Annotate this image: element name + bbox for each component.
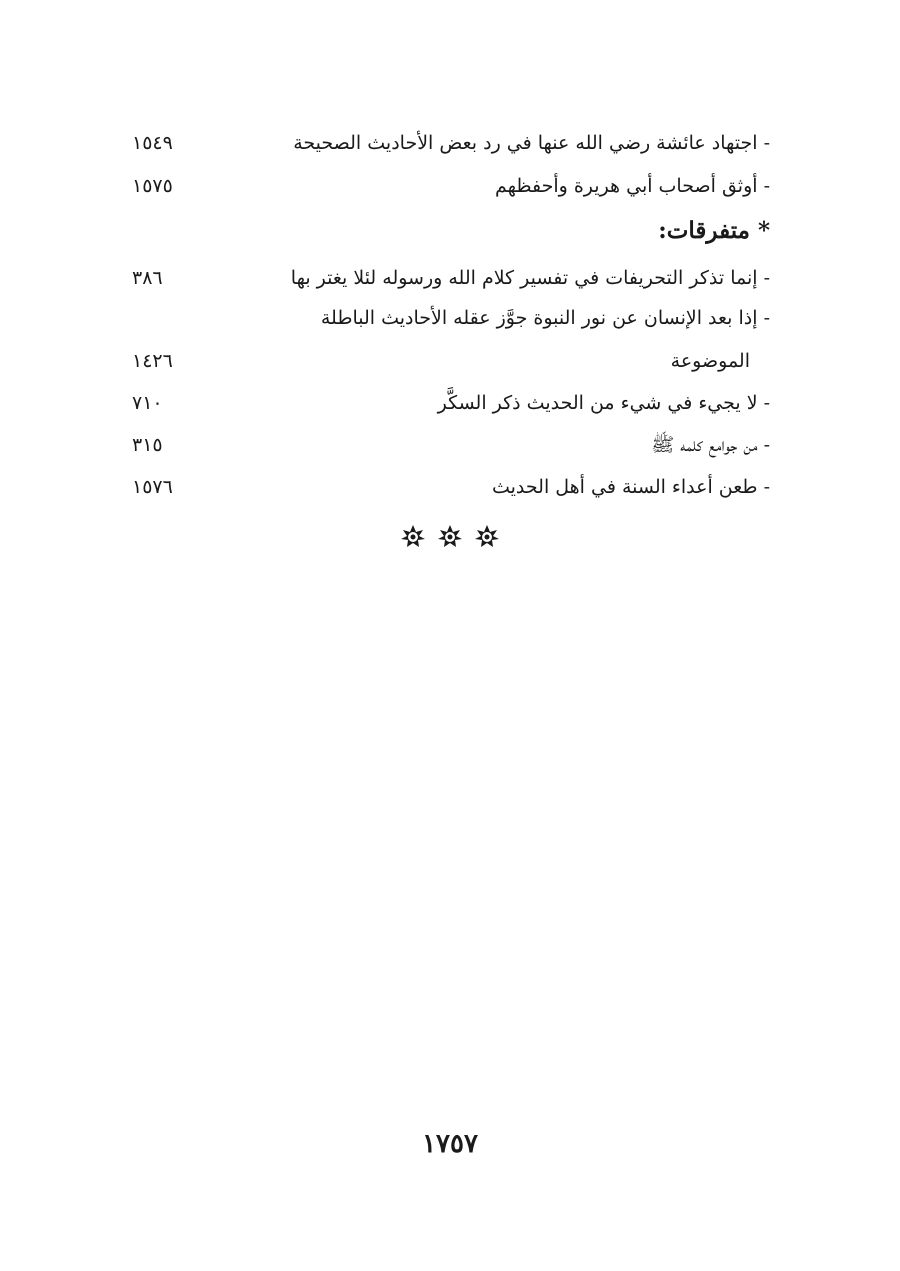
entry-page-number: ١٤٢٦: [132, 350, 173, 372]
entry-text: الموضوعة: [670, 350, 750, 372]
star-flower-icon: [474, 524, 500, 554]
entry-text: - إذا بعد الإنسان عن نور النبوة جوَّز عقله الأحاديث الباطلة: [320, 307, 770, 329]
index-entry: [120, 298, 770, 338]
index-entry: [120, 123, 770, 163]
entry-page-number: ٣١٥: [132, 434, 163, 456]
star-flower-icon: [400, 524, 426, 554]
index-entry: [120, 467, 770, 507]
entry-text: - أوثق أصحاب أبي هريرة وأحفظهم: [495, 175, 770, 197]
entry-page-number: ١٥٧٦: [132, 476, 173, 498]
page-number: ١٧٥٧: [422, 1129, 478, 1159]
entry-text: - طعن أعداء السنة في أهل الحديث: [491, 476, 770, 498]
index-entry: [120, 425, 770, 465]
entry-text: - اجتهاد عائشة رضي الله عنها في رد بعض الأحاديث الصحيحة: [293, 132, 770, 154]
entry-page-number: ٧١٠: [132, 392, 163, 414]
section-heading: * متفرقات:: [658, 217, 770, 244]
index-entry: [120, 383, 770, 423]
index-entry: [120, 166, 770, 206]
entry-text: - من جوامع كلمه ﷺ: [651, 434, 770, 456]
index-entry: [120, 258, 770, 298]
section-end-ornaments: [400, 524, 500, 554]
entry-page-number: ١٥٧٥: [132, 175, 173, 197]
entry-text: - إنما تذكر التحريفات في تفسير كلام الله ورسوله لئلا يغتر بها: [290, 267, 770, 289]
entry-page-number: ١٥٤٩: [132, 132, 173, 154]
index-entry-continuation: [120, 341, 770, 381]
entry-text: - لا يجيء في شيء من الحديث ذكر السكَّر: [437, 392, 770, 414]
entry-page-number: ٣٨٦: [132, 267, 163, 289]
star-flower-icon: [437, 524, 463, 554]
